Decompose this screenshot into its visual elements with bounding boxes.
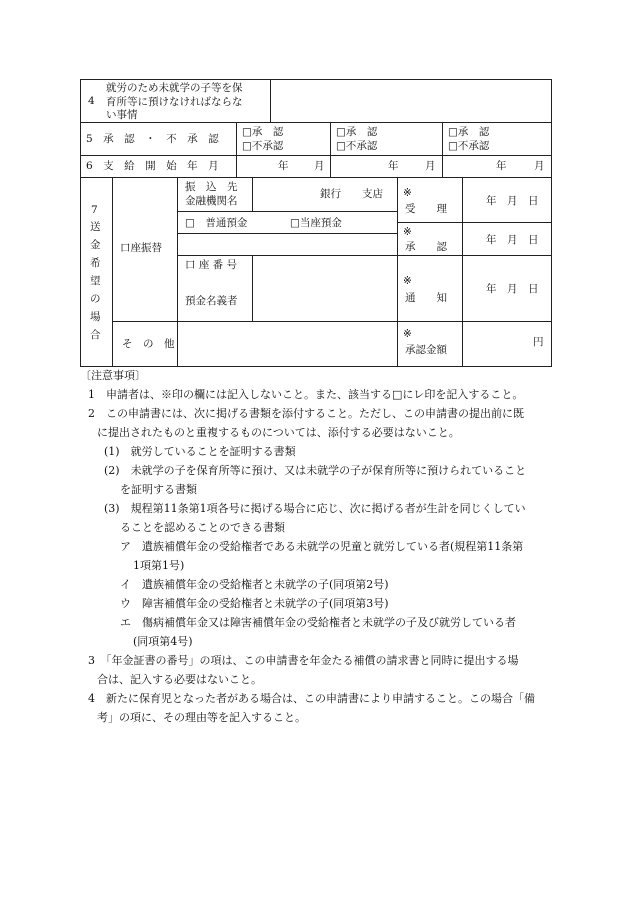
account-transfer-label: 口座振替: [120, 242, 162, 254]
reject-checkbox-2[interactable]: □不承認: [336, 140, 378, 152]
row7-vertical-char-1: 送: [90, 221, 101, 233]
reject-checkbox-1[interactable]: □不承認: [242, 140, 284, 152]
approve-checkbox-3[interactable]: □承 認: [448, 126, 490, 138]
reject-checkbox-3[interactable]: □不承認: [448, 140, 490, 152]
row7-vertical-char-6: 場: [90, 311, 101, 323]
row7-vertical-char-3: 希: [90, 257, 101, 269]
note-sub-3-cont: ることを認めることのできる書類: [120, 521, 285, 534]
note-sub-1: (1) 就労していることを証明する書類: [104, 445, 296, 458]
row6-label: 6 支 給 開 始 年 月: [86, 160, 219, 172]
approve-checkbox-1[interactable]: □承 認: [242, 126, 284, 138]
approved-date[interactable]: 年 月 日: [486, 234, 539, 246]
note-sub-a-cont: 1項第1号): [133, 559, 185, 572]
notes-section: [0, 368, 630, 748]
notice-date[interactable]: 年 月 日: [486, 283, 539, 295]
note-item-2-cont: に提出されたものと重複するものについては、添付する必要はないこと。: [97, 426, 460, 439]
current-deposit-checkbox[interactable]: □当座預金: [290, 217, 342, 229]
notes-heading: 〔注意事項〕: [80, 369, 146, 382]
approved-mark: ※: [403, 226, 412, 238]
other-label: そ の 他: [122, 338, 175, 350]
row4-label-line3: い事情: [106, 109, 138, 121]
row4-input-cell[interactable]: [271, 80, 551, 122]
approved-label: 承 認: [405, 241, 447, 253]
start-year-1[interactable]: 年: [278, 160, 289, 172]
start-year-3[interactable]: 年: [496, 160, 507, 172]
note-sub-e-cont: (同項第4号): [133, 635, 193, 648]
start-month-1[interactable]: 月: [314, 160, 325, 172]
row7-vertical-char-4: 望: [90, 275, 101, 287]
row4-label-line1: 就労のため未就学の子等を保: [106, 82, 243, 94]
row4-label-line2: 育所等に預けなければならな: [106, 96, 243, 108]
note-sub-e: エ 傷病補償年金又は障害補償年金の受給権者と未就学の子及び就労している者: [120, 616, 516, 629]
notice-mark: ※: [403, 275, 412, 287]
note-item-2: 2 この申請書には、次に掲げる書類を添付すること。ただし、この申請書の提出前に既: [88, 407, 524, 420]
account-holder-label: 預金名義者: [185, 295, 238, 307]
bank-branch-field[interactable]: 銀行 支店: [320, 188, 383, 200]
row7-vertical-char-5: の: [90, 293, 101, 305]
approve-checkbox-2[interactable]: □承 認: [336, 126, 378, 138]
note-item-3-cont: 合は、記入する必要はないこと。: [97, 673, 262, 686]
note-item-1: 1 申請者は、※印の欄には記入しないこと。また、該当する□にレ印を記入すること。: [88, 388, 524, 401]
note-sub-2: (2) 未就学の子を保育所等に預け、又は未就学の子が保育所等に預けられていること: [104, 464, 527, 477]
bank-label-line2: 金融機関名: [185, 195, 238, 207]
yen-unit: 円: [533, 336, 544, 348]
note-sub-a: ア 遺族補償年金の受給権者である未就学の児童と就労している者(規程第11条第: [120, 540, 524, 553]
row7-vertical-char-7: 合: [90, 329, 101, 341]
other-field[interactable]: [178, 322, 397, 366]
bank-label-line1: 振 込 先: [185, 181, 238, 193]
account-number-field[interactable]: [253, 256, 397, 288]
row7-vertical-char-2: 金: [90, 239, 101, 251]
row5-label: 5 承 認 ・ 不 承 認: [86, 133, 219, 145]
notice-label: 通 知: [405, 292, 447, 304]
note-sub-2-cont: を証明する書類: [120, 483, 197, 496]
row4-number: 4: [88, 95, 95, 107]
start-month-2[interactable]: 月: [425, 160, 436, 172]
account-number-label: 口 座 番 号: [185, 259, 238, 271]
note-sub-u: ウ 障害補償年金の受給権者と未就学の子(同項第3号): [120, 597, 389, 610]
received-label: 受 理: [405, 203, 447, 215]
ordinary-deposit-checkbox[interactable]: □ 普通預金: [185, 217, 248, 229]
account-holder-field[interactable]: [253, 289, 397, 321]
row7-number: 7: [91, 204, 98, 216]
amount-mark: ※: [403, 328, 412, 340]
start-year-2[interactable]: 年: [388, 160, 399, 172]
received-mark: ※: [403, 187, 412, 199]
application-form-table: [0, 0, 630, 370]
start-month-3[interactable]: 月: [534, 160, 545, 172]
note-sub-i: イ 遺族補償年金の受給権者と未就学の子(同項第2号): [120, 578, 389, 591]
approved-amount-label: 承認金額: [405, 344, 447, 356]
note-sub-3: (3) 規程第11条第1項各号に掲げる場合に応じ、次に掲げる者が生計を同じくしてい: [104, 502, 526, 515]
note-item-3: 3 「年金証書の番号」の項は、この申請書を年金たる補償の請求書と同時に提出する場: [88, 654, 519, 667]
note-item-4-cont: 考」の項に、その理由等を記入すること。: [97, 711, 306, 724]
note-item-4: 4 新たに保育児となった者がある場合は、この申請書により申請すること。この場合「備: [88, 692, 535, 705]
received-date[interactable]: 年 月 日: [486, 195, 539, 207]
